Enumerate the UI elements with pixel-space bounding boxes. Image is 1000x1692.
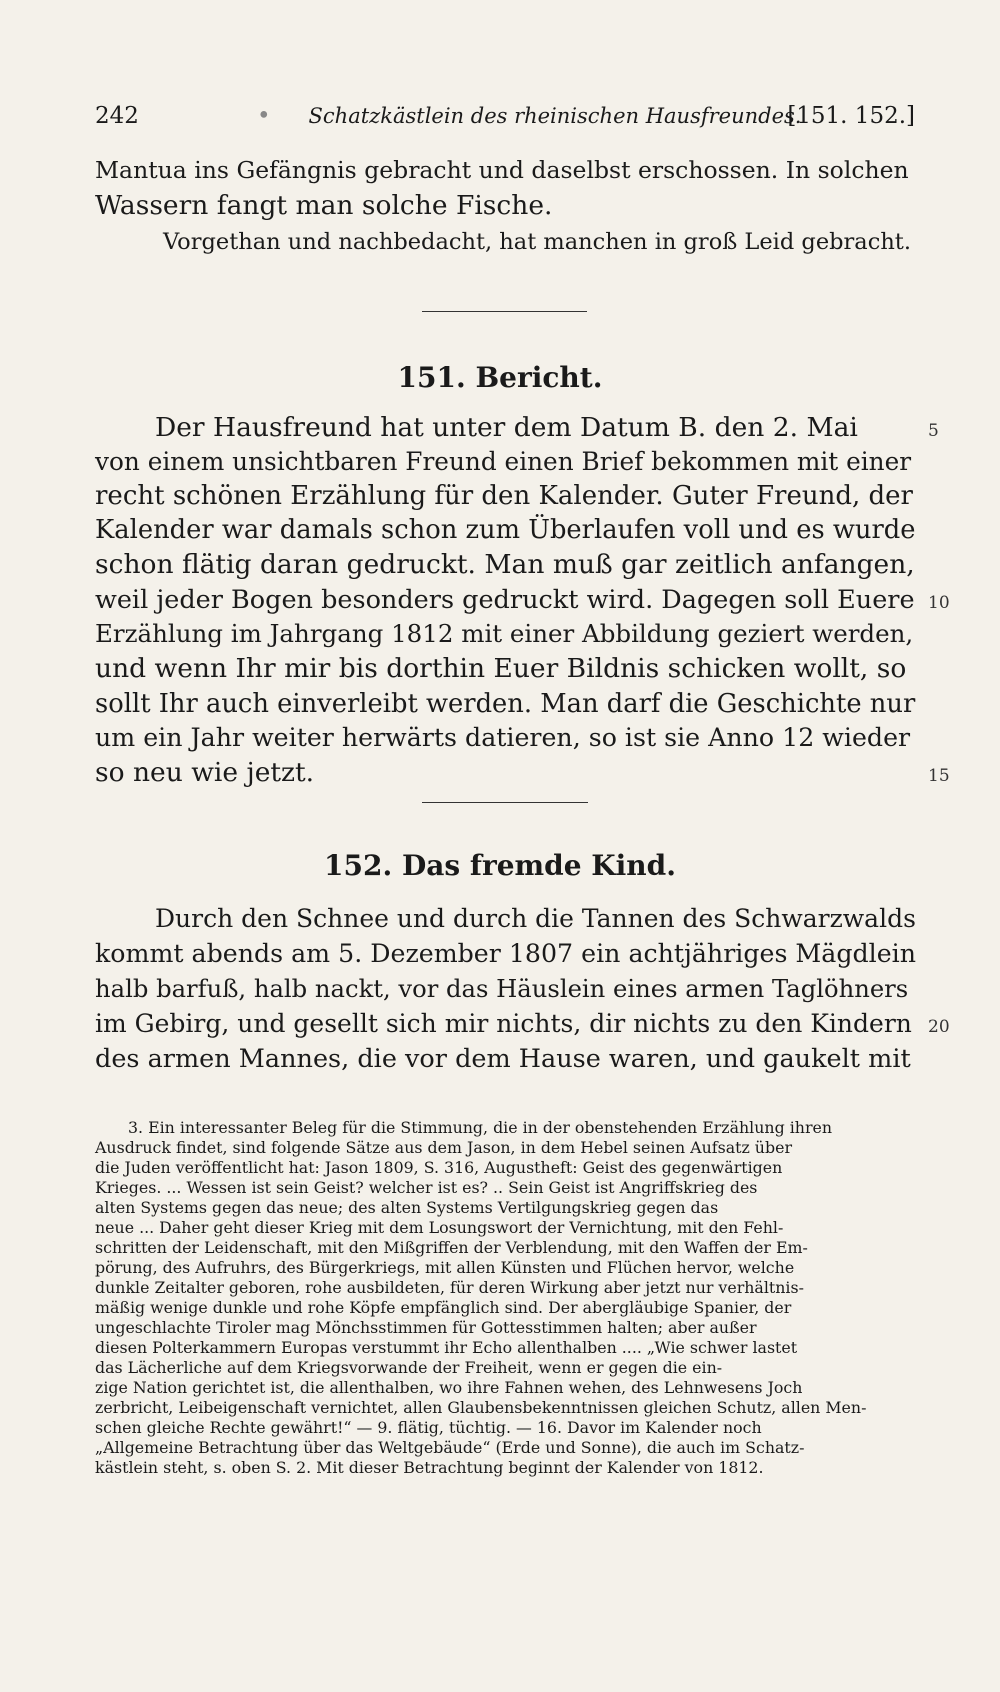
section-152-line: im Gebirg, und gesellt sich mir nichts, dir nichts zu den Kindern [95, 1009, 912, 1038]
footnote-line: ungeschlachte Tiroler mag Mönchsstimmen für Gottesstimmen halten; aber außer [95, 1318, 757, 1337]
proverb-line: Vorgethan und nachbedacht, hat manchen in groß Leid gebracht. [163, 229, 912, 255]
section-divider [422, 802, 588, 803]
section-151-line: schon flätig daran gedruckt. Man muß gar zeitlich anfangen, [95, 549, 915, 580]
footnote-line: 3. Ein interessanter Beleg für die Stimmung, die in der obenstehenden Erzählung ihren [128, 1118, 833, 1137]
margin-line-number: 10 [928, 593, 950, 613]
footnote-line: „Allgemeine Betrachtung über das Weltgebäude“ (Erde und Sonne), die auch im Schatz- [95, 1438, 805, 1457]
section-151-line: recht schönen Erzählung für den Kalender. Guter Freund, der [95, 481, 913, 511]
footnote-line: neue ... Daher geht dieser Krieg mit dem Losungswort der Vernichtung, mit den Fehl- [95, 1218, 784, 1237]
footnote-line: alten Systems gegen das neue; des alten Systems Vertilgungskrieg gegen das [95, 1198, 719, 1217]
section-151-line: sollt Ihr auch einverleibt werden. Man darf die Geschichte nur [95, 689, 916, 719]
section-152-line: Durch den Schnee und durch die Tannen des Schwarzwalds [155, 904, 916, 933]
footnote-line: Krieges. ... Wessen ist sein Geist? welcher ist es? .. Sein Geist ist Angriffskrieg des [95, 1178, 758, 1197]
footnote-line: pörung, des Aufruhrs, des Bürgerkriegs, mit allen Künsten und Flüchen hervor, welche [95, 1258, 795, 1277]
section-152-line: des armen Mannes, die vor dem Hause waren, und gaukelt mit [95, 1044, 911, 1074]
footnote-line: schen gleiche Rechte gewährt!“ — 9. flätig, tüchtig. — 16. Davor im Kalender noch [95, 1418, 762, 1437]
margin-line-number: 15 [928, 766, 950, 786]
margin-line-number: 5 [928, 421, 939, 441]
section-heading-152: 152. Das fremde Kind. [324, 849, 676, 882]
footnote-line: zerbricht, Leibeigenschaft vernichtet, allen Glaubensbekenntnissen gleichen Schutz, allen Men- [95, 1398, 867, 1417]
opening-line: Mantua ins Gefängnis gebracht und daselbst erschossen. In solchen [95, 156, 909, 184]
running-head [95, 96, 915, 136]
footnote-line: Ausdruck findet, sind folgende Sätze aus dem Jason, in dem Hebel seinen Aufsatz über [95, 1138, 792, 1157]
running-title: Schatzkästlein des rheinischen Hausfreundes. [308, 104, 802, 128]
section-heading-151: 151. Bericht. [397, 361, 603, 394]
section-151-line: Der Hausfreund hat unter dem Datum B. den 2. Mai [155, 412, 858, 443]
opening-line: Wassern fangt man solche Fische. [95, 190, 553, 221]
footnote-line: diesen Polterkammern Europas verstummt ihr Echo allenthalben .... „Wie schwer lastet [95, 1338, 798, 1357]
section-151-line: von einem unsichtbaren Freund einen Brief bekommen mit einer [95, 447, 912, 476]
footnote-line: kästlein steht, s. oben S. 2. Mit dieser Betrachtung beginnt der Kalender von 1812. [95, 1458, 764, 1477]
section-151-line: und wenn Ihr mir bis dorthin Euer Bildnis schicken wollt, so [95, 653, 907, 684]
section-152-line: halb barfuß, halb nackt, vor das Häuslein eines armen Taglöhners [95, 974, 909, 1003]
section-151-line: Kalender war damals schon zum Überlaufen voll und es wurde [95, 515, 916, 545]
margin-line-number: 20 [928, 1017, 950, 1037]
section-151-line: Erzählung im Jahrgang 1812 mit einer Abbildung geziert werden, [95, 619, 914, 648]
footnote-line: das Lächerliche auf dem Kriegsvorwande der Freiheit, wenn er gegen die ein- [95, 1358, 723, 1377]
footnote-line: schritten der Leidenschaft, mit den Mißgriffen der Verblendung, mit den Waffen der Em- [95, 1238, 808, 1257]
section-divider [422, 311, 587, 312]
header-dot: • [257, 103, 271, 129]
footnote-line: dunkle Zeitalter geboren, rohe ausbildeten, für deren Wirkung aber jetzt nur verhältnis- [95, 1278, 804, 1297]
page-number: 242 [95, 103, 139, 129]
footnote-line: die Juden veröffentlicht hat: Jason 1809, S. 316, Augustheft: Geist des gegenwärtigen [95, 1158, 783, 1177]
section-range: [151. 152.] [787, 103, 915, 129]
section-151-line: weil jeder Bogen besonders gedruckt wird. Dagegen soll Euere [95, 585, 915, 615]
section-151-line: um ein Jahr weiter herwärts datieren, so ist sie Anno 12 wieder [95, 723, 911, 752]
section-151-line: so neu wie jetzt. [95, 757, 315, 788]
section-152-line: kommt abends am 5. Dezember 1807 ein achtjähriges Mägdlein [95, 939, 917, 968]
footnote-line: zige Nation gerichtet ist, die allenthalben, wo ihre Fahnen wehen, des Lehnwesens Joch [95, 1378, 803, 1397]
footnote-line: mäßig wenige dunkle und rohe Köpfe empfänglich sind. Der abergläubige Spanier, der [95, 1298, 792, 1317]
